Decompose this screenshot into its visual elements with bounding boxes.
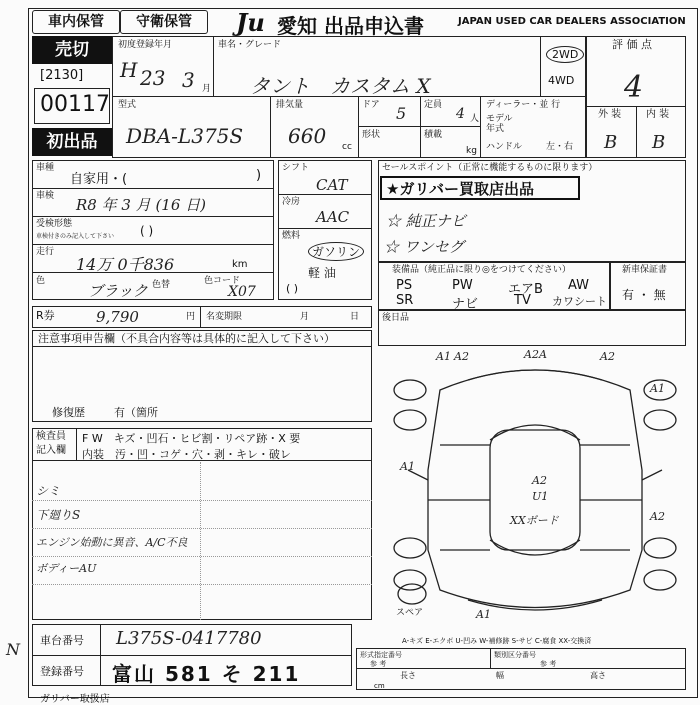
margin-mark: N (6, 640, 20, 659)
plate-value: 富山 581 そ 211 (112, 662, 301, 686)
inspector-hand-1: シミ (36, 484, 61, 498)
bottom-cut-text: ガリバー取扱店 (40, 694, 110, 705)
inspection-value: R8 年 3 月 (16 日) (76, 196, 207, 214)
shape-label: 形状 (362, 130, 381, 140)
capacity-unit: 人 (470, 114, 480, 124)
mileage-unit: km (232, 259, 248, 270)
chassis-value: L375S-0417780 (116, 628, 262, 649)
load-unit: kg (466, 146, 477, 156)
selling-point-1: ☆ 純正ナビ (386, 212, 466, 230)
registration-month-unit: 月 (202, 84, 212, 94)
drive-2wd: 2WD (546, 46, 584, 63)
dealer-line1: ディーラー・並 行 (486, 100, 561, 110)
displacement-value: 660 (288, 124, 327, 148)
diag-mark-8: U1 (532, 490, 549, 503)
equipment-label: 装備品（純正品に限り◎をつけてください） (392, 265, 571, 275)
inspection-label: 車検 (36, 191, 55, 201)
dealer-handle: ハンドル (486, 142, 523, 152)
spec-label-c1: 参 考 (370, 660, 387, 668)
accept-note: 車検付きのみ記入して下さい (36, 233, 115, 240)
diag-mark-10: A1 (476, 608, 491, 621)
fuel-diesel: 軽 油 (308, 266, 336, 280)
fuel-label: 燃料 (282, 231, 301, 241)
damage-legend: A-キズ E-エクボ U-凹み W-補修跡 S-サビ C-腐食 XX-交換済 (402, 637, 592, 645)
name-change-label: 名変期限 (206, 312, 243, 322)
score-label: 評 価 点 (612, 38, 652, 51)
spec-label-a: 形式指定番号 (360, 651, 402, 659)
inspector-row-1: F W キズ・凹石・ヒビ割・リペア跡・X 要 (82, 432, 301, 445)
inspector-label-2: 記入欄 (36, 445, 66, 456)
selling-points-label: セールスポイント（正常に機能するものに限ります） (382, 163, 598, 173)
type-value: DBA-L375S (126, 124, 244, 148)
inspector-hand-2: 下廻りS (36, 508, 81, 522)
tag-in-car: 車内保管 (32, 10, 120, 34)
registration-year: 23 (140, 66, 166, 90)
registration-era: H (120, 58, 138, 82)
diag-mark-4: A1 (400, 460, 415, 473)
diag-mark-2: A2A (524, 348, 547, 361)
color-value: ブラック (88, 282, 148, 300)
inspector-row-2: 内装 汚・凹・コゲ・穴・剥・キレ・破レ (82, 448, 291, 461)
shift-label: シフト (282, 163, 310, 173)
dealer-line3: 年式 (486, 124, 505, 134)
dealer-line2: モデル (486, 114, 513, 124)
first-listing-label: 初出品 (32, 128, 112, 156)
equipment-sr: SR (396, 293, 414, 308)
fuel-gasoline: ガソリン (308, 242, 364, 261)
equipment-navi: ナビ (452, 297, 479, 312)
spec-label-b: 類別区分番号 (494, 651, 536, 659)
diag-mark-3: A2 (600, 350, 615, 363)
ju-logo: Ju (236, 8, 265, 37)
spec-label-c2: 参 考 (540, 660, 557, 668)
spec-length: 長さ (400, 671, 416, 680)
repair-opt: 有（箇所 (114, 406, 158, 419)
inspector-hand-3: エンジン始動に異音、A/C不良 (36, 536, 188, 549)
mileage-value: 14万 0千836 (76, 255, 175, 274)
equipment-tv: TV (514, 293, 531, 308)
repair-label: 修復歴 (52, 406, 85, 419)
usage-value: 自家用・( (70, 172, 128, 187)
drive-4wd: 4WD (548, 74, 575, 87)
rear-item-block (378, 310, 686, 346)
equipment-aw: AW (568, 278, 590, 293)
lot-code: [2130] (40, 68, 84, 83)
registration-label: 初度登録年月 (118, 40, 173, 50)
name-change-month: 月 (300, 312, 310, 322)
inspector-label-1: 検査員 (36, 431, 66, 442)
shift-value: CAT (316, 176, 348, 194)
wheel-front-left (394, 380, 426, 400)
warranty-options: 有 ・ 無 (622, 288, 666, 302)
equipment-ps: PS (396, 278, 413, 293)
int-label: 内 装 (646, 109, 670, 120)
capacity-label: 定員 (424, 100, 443, 110)
diag-mark-5: A2 (532, 474, 547, 487)
diag-mark-9: XXボード (510, 514, 559, 527)
form-title: 愛知 出品申込書 (277, 14, 424, 38)
usage-label: 車種 (36, 163, 55, 173)
capacity-value: 4 (456, 106, 465, 122)
color-label: 色 (36, 276, 46, 286)
rear-item-label: 後日品 (382, 313, 410, 323)
tag-guard: 守衛保管 (120, 10, 208, 34)
color-change-label: 色替 (152, 280, 171, 290)
accept-value: ( ) (140, 224, 154, 238)
diag-mark-11: A1 (436, 350, 451, 363)
equipment-leather: カワシート (552, 295, 607, 308)
selling-point-2: ☆ ワンセグ (384, 238, 464, 256)
spec-width: 幅 (496, 671, 504, 680)
color-code-value: X07 (228, 284, 256, 300)
model-name-label: 車名・グレード (218, 40, 282, 50)
model-name-value: タント カスタム X (250, 74, 431, 98)
warranty-label: 新車保証書 (622, 265, 668, 275)
int-grade: B (652, 132, 666, 153)
selling-points-banner-text: ★ガリバー買取店出品 (386, 180, 534, 198)
form-subtitle: JAPAN USED CAR DEALERS ASSOCIATION (458, 16, 686, 27)
name-change-day: 日 (350, 312, 360, 322)
usage-close: ) (256, 168, 262, 183)
recycle-unit: 円 (186, 312, 196, 322)
lot-number: 00117 (40, 92, 110, 117)
recycle-value: 9,790 (96, 308, 139, 326)
mileage-label: 走行 (36, 247, 55, 257)
ext-label: 外 装 (598, 109, 622, 120)
ac-label: 冷房 (282, 197, 301, 207)
doors-value: 5 (396, 104, 407, 123)
diag-mark-6: A1 (650, 382, 665, 395)
chassis-label: 車台番号 (40, 634, 84, 647)
registration-month: 3 (182, 68, 195, 92)
plate-label: 登録番号 (40, 665, 84, 678)
load-label: 積載 (424, 130, 443, 140)
recycle-row (32, 306, 372, 328)
equipment-airbag: エアB (508, 282, 543, 297)
spec-height: 高さ (590, 671, 606, 680)
fuel-other: ( ) (286, 282, 299, 295)
score-value: 4 (624, 70, 644, 105)
inspector-hand-4: ボディーAU (36, 562, 97, 575)
sold-label: 売切 (32, 36, 112, 64)
doors-label: ドア (362, 100, 380, 110)
ext-grade: B (604, 132, 618, 153)
notes-label: 注意事項申告欄（不具合内容等は具体的に記入して下さい） (38, 332, 335, 345)
displacement-unit: cc (342, 142, 352, 152)
recycle-label: R券 (36, 309, 55, 322)
spec-unit: cm (374, 682, 385, 690)
ac-value: AAC (316, 208, 350, 226)
diag-mark-7: A2 (650, 510, 665, 523)
spare-label: スペア (396, 608, 424, 618)
accept-label: 受検形態 (36, 219, 73, 229)
dealer-lr: 左・右 (546, 142, 574, 152)
equipment-pw: PW (452, 278, 473, 293)
spare-tire (398, 584, 426, 604)
color-code-label: 色コード (204, 276, 241, 286)
displacement-label: 排気量 (276, 100, 304, 110)
type-label: 型式 (118, 100, 137, 110)
diag-mark-1: A2 (454, 350, 469, 363)
